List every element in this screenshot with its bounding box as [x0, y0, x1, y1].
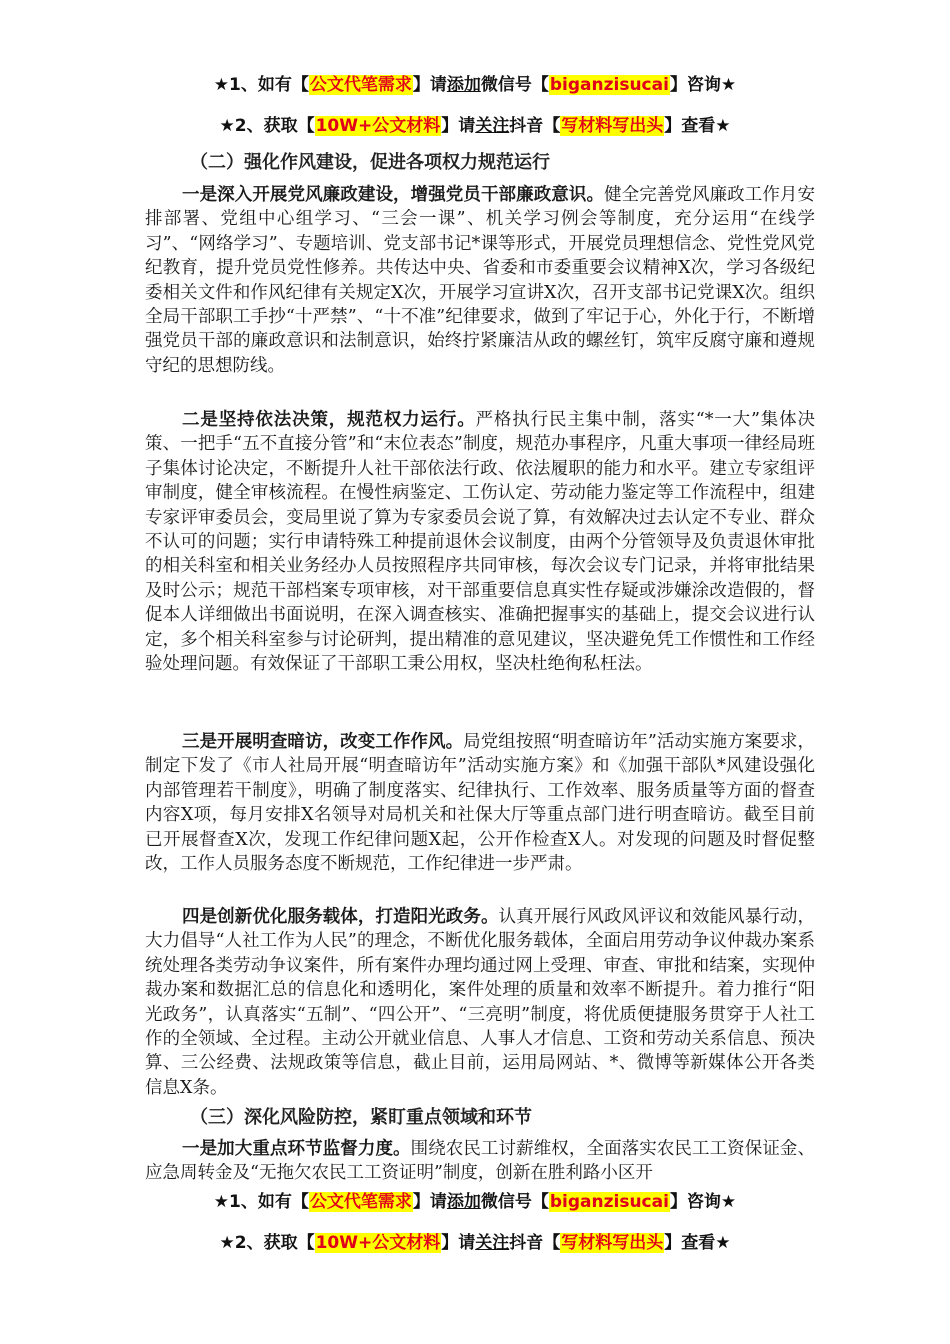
paragraph-body: 围绕农民工讨薪维权，全面落实农民工工资保证金、应急周转金及“无拖欠农民工工资证明”制度，创新在胜利路小区开: [145, 1139, 816, 1184]
paragraph: [145, 408, 815, 676]
banner-text: 】请: [412, 1192, 447, 1212]
banner-highlight: 10W+公文材料: [315, 116, 441, 136]
promo-banner-line-2: [0, 111, 950, 136]
banner-text: 】请: [441, 116, 476, 136]
banner-text: ★2、获取【: [219, 1233, 315, 1253]
banner-text: 抖音【: [509, 116, 561, 136]
promo-banner-line-1-bottom: [0, 1187, 950, 1212]
paragraph: [145, 183, 815, 378]
banner-text: ★1、如有【: [213, 75, 309, 95]
banner-highlight: 公文代笔需求: [309, 1192, 412, 1212]
paragraph-lead: 一是深入开展党风廉政建设，增强党员干部廉政意识。: [182, 185, 605, 205]
banner-underline: 添加: [446, 1192, 481, 1212]
section-heading-3: （三）深化风险防控，紧盯重点领域和环节: [190, 1107, 532, 1128]
banner-text: ★1、如有【: [213, 1192, 309, 1212]
paragraph-body: 健全完善党风廉政工作月安排部署、党组中心组学习、“三会一课”、机关学习例会等制度，充分运用“在线学习”、“网络学习”、专题培训、党支部书记*课等形式，开展党员理想信念、党性党风党纪教育，提升党员党性修养。共传达中央、省委和市委重要会议精神X次，学习各级纪委相关文件和作风纪律有关规定X次，开展学习宣讲X次，召开支部书记党课X次。组织全局干部职工手抄“十严禁”、“十不准”纪律要求，做到了牢记于心，外化于行，不断增强党员干部的廉政意识和法制意识，始终拧紧廉洁从政的螺丝钉，筑牢反腐守廉和遵规守纪的思想防线。: [145, 185, 816, 376]
paragraph-lead: 二是坚持依法决策，规范权力运行。: [182, 410, 476, 430]
paragraph-body: 严格执行民主集中制，落实“*一大”集体决策、一把手“五不直接分管”和“末位表态”制度，规范办事程序，凡重大事项一律经局班子集体讨论决定，不断提升人社干部依法行政、依法履职的能力和水平。建立专家组评审制度，健全审核流程。在慢性病鉴定、工伤认定、劳动能力鉴定等工作流程中，组建专家评审委员会，变局里说了算为专家委员会说了算，有效解决过去认定不专业、群众不认可的问题；实行申请特殊工种提前退休会议制度，由两个分管领导及负责退休审批的相关科室和相关业务经办人员按照程序共同审核，每次会议专门记录，并将审批结果及时公示；规范干部档案专项审核，对干部重要信息真实性存疑或涉嫌涂改造假的，督促本人详细做出书面说明，在深入调查核实、准确把握事实的基础上，提交会议进行认定，多个相关科室参与讨论研判，提出精准的意见建议，坚决避免凭工作惯性和工作经验处理问题。有效保证了干部职工秉公用权，坚决杜绝徇私枉法。: [145, 410, 815, 675]
banner-text: 微信号【: [480, 75, 549, 95]
banner-highlight: 写材料写出头: [561, 1233, 664, 1253]
banner-text: 微信号【: [480, 1192, 549, 1212]
banner-highlight: 10W+公文材料: [315, 1233, 441, 1253]
paragraph: [145, 1137, 815, 1186]
banner-text: 抖音【: [509, 1233, 561, 1253]
section-heading-2: （二）强化作风建设，促进各项权力规范运行: [190, 152, 550, 173]
paragraph: [145, 905, 815, 1100]
paragraph: [145, 730, 815, 876]
banner-highlight: 公文代笔需求: [309, 75, 412, 95]
banner-highlight: 写材料写出头: [561, 116, 664, 136]
banner-underline: 关注: [475, 1233, 510, 1253]
banner-highlight: biganzisucai: [549, 75, 669, 95]
banner-underline: 关注: [475, 116, 510, 136]
paragraph-lead: 四是创新优化服务载体，打造阳光政务。: [182, 907, 499, 927]
paragraph-lead: 三是开展明查暗访，改变工作作风。: [182, 732, 464, 752]
banner-text: 】咨询★: [669, 1192, 737, 1212]
paragraph-lead: 一是加大重点环节监督力度。: [182, 1139, 411, 1159]
promo-banner-line-2-bottom: [0, 1228, 950, 1253]
banner-text: 】咨询★: [669, 75, 737, 95]
paragraph-body: 认真开展行风政风评议和效能风暴行动，大力倡导“人社工作为人民”的理念，不断优化服务载体，全面启用劳动争议仲裁办案系统处理各类劳动争议案件，所有案件办理均通过网上受理、审查、审批和结案，实现仲裁办案和数据汇总的信息化和透明化，案件处理的质量和效率不断提升。着力推行“阳光政务”，认真落实“五制”、“四公开”、“三亮明”制度，将优质便捷服务贯穿于人社工作的全领域、全过程。主动公开就业信息、人事人才信息、工资和劳动关系信息、预决算、三公经费、法规政策等信息，截止目前，运用局网站、*、微博等新媒体公开各类信息X条。: [145, 907, 816, 1098]
banner-text: 】查看★: [664, 1233, 731, 1253]
banner-underline: 添加: [446, 75, 481, 95]
banner-text: ★2、获取【: [219, 116, 315, 136]
banner-text: 】请: [441, 1233, 476, 1253]
banner-text: 】请: [412, 75, 447, 95]
banner-highlight: biganzisucai: [549, 1192, 669, 1212]
paragraph-body: 局党组按照“明查暗访年”活动实施方案要求，制定下发了《市人社局开展“明查暗访年”活动实施方案》和《加强干部队*风建设强化内部管理若干制度》，明确了制度落实、纪律执行、工作效率、服务质量等方面的督查内容X项，每月安排X名领导对局机关和社保大厅等重点部门进行明查暗访。截至目前已开展督查X次，发现工作纪律问题X起，公开作检查X人。对发现的问题及时督促整改，工作人员服务态度不断规范，工作纪律进一步严肃。: [145, 732, 815, 875]
banner-text: 】查看★: [664, 116, 731, 136]
promo-banner-line-1: [0, 70, 950, 95]
